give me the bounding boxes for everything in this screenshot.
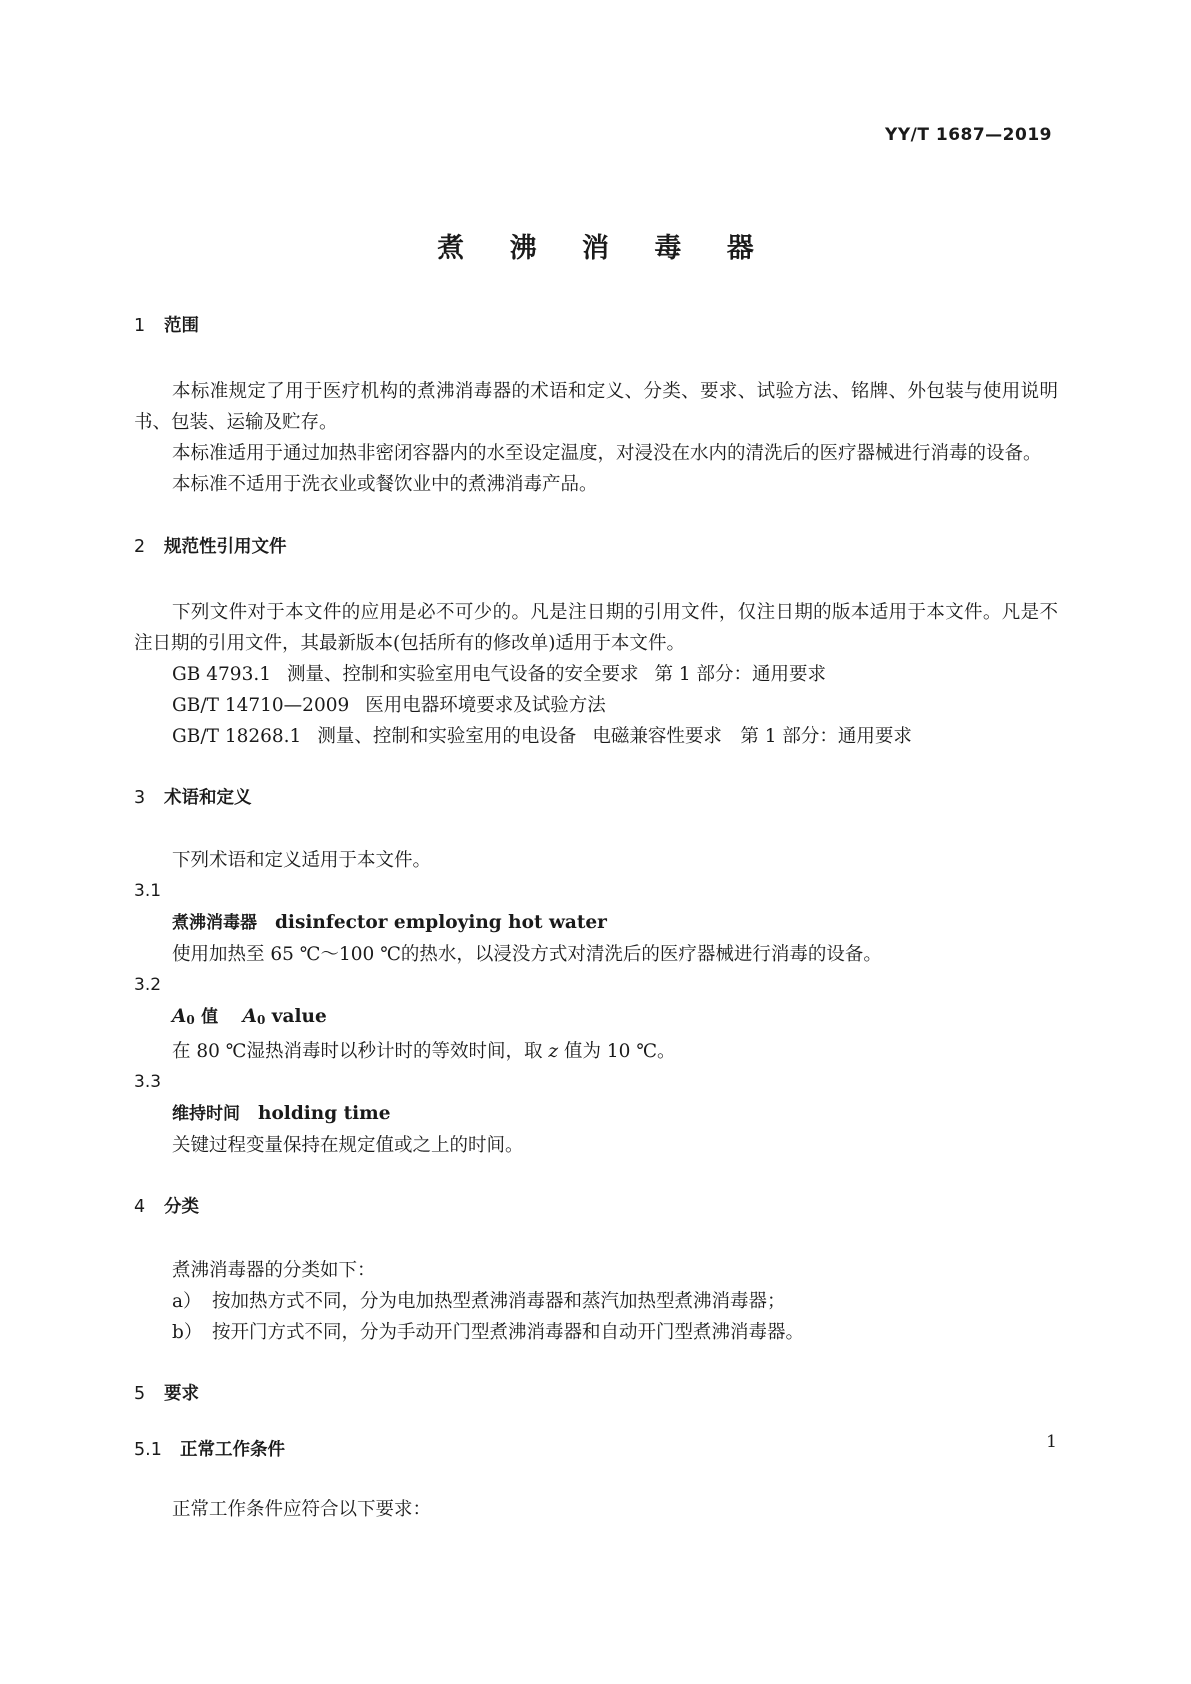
section-heading-classification [134,1193,1058,1221]
section-number: 3 [134,788,146,808]
subsection-title: 正常工作条件 [180,1440,285,1460]
document-title: 煮 沸 消 毒 器 [437,233,772,264]
section-title: 范围 [164,316,199,336]
paragraph: 下列文件对于本文件的应用是必不可少的。凡是注日期的引用文件，仅注日期的版本适用于本文件。凡是不注日期的引用文件，其最新版本(包括所有的修改单)适用于本文件。 [134,602,1058,654]
subsection-number: 5.1 [134,1440,162,1460]
term-number: 3.3 [134,1072,162,1092]
paragraph: 正常工作条件应符合以下要求： [172,1499,432,1520]
term-title [134,1001,1058,1036]
reference-item [134,659,1058,690]
term-definition [134,1036,1058,1067]
paragraph: 下列术语和定义适用于本文件。 [172,850,432,871]
term-zh: 煮沸消毒器 [172,913,257,933]
list-marker: a） [172,1291,202,1312]
term-subscript: 0 [256,1013,266,1027]
term-title [134,1098,1058,1130]
term-definition: 使用加热至 65 ℃～100 ℃的热水，以浸没方式对清洗后的医疗器械进行消毒的设备。 [172,944,882,965]
term-zh: 维持时间 [172,1104,240,1124]
reference-title: 医用电器环境要求及试验方法 [365,695,606,716]
list-text: 按开门方式不同，分为手动开门型煮沸消毒器和自动开门型煮沸消毒器。 [212,1322,805,1343]
paragraph: 本标准规定了用于医疗机构的煮沸消毒器的术语和定义、分类、要求、试验方法、铭牌、外包装与使用说明书、包装、运输及贮存。 [134,381,1058,433]
reference-item [134,721,1058,752]
term-title [134,907,1058,939]
reference-item [134,690,1058,721]
section-number: 4 [134,1197,146,1217]
term-en: holding time [258,1103,391,1124]
term-definition: 关键过程变量保持在规定值或之上的时间。 [172,1135,524,1156]
definition-text: 在 80 ℃湿热消毒时以秒计时的等效时间，取 [172,1041,549,1062]
term-en: value [271,1006,327,1027]
reference-part: 第 1 部分：通用要求 [654,664,827,685]
subsection-heading-normal-conditions [134,1436,1058,1464]
definition-text: 值为 10 ℃。 [558,1041,676,1062]
list-item [134,1286,1058,1317]
section-heading-scope [134,312,1058,340]
term-number: 3.2 [134,975,162,995]
reference-part: 电磁兼容性要求 第 1 部分：通用要求 [592,726,912,747]
section-title: 分类 [164,1197,199,1217]
reference-code: GB/T 18268.1 [172,726,302,747]
list-item [134,1317,1058,1348]
term-symbol: A [172,1006,187,1027]
section-number: 2 [134,537,146,557]
paragraph: 本标准适用于通过加热非密闭容器内的水至设定温度，对浸没在水内的清洗后的医疗器械进行消毒的设备。 [172,443,1042,464]
term-zh: 值 [201,1007,219,1027]
section-title: 要求 [164,1384,199,1404]
section-number: 5 [134,1384,146,1404]
section-heading-requirements [134,1380,1058,1408]
list-marker: b） [172,1322,203,1343]
document-body [134,312,1058,1525]
paragraph: 本标准不适用于洗衣业或餐饮业中的煮沸消毒产品。 [172,474,598,495]
page-number: 1 [1046,1432,1057,1452]
section-heading-terms [134,784,1058,812]
paragraph: 煮沸消毒器的分类如下： [172,1260,376,1281]
section-number: 1 [134,316,146,336]
section-title: 规范性引用文件 [164,537,287,557]
list-text: 按加热方式不同，分为电加热型煮沸消毒器和蒸汽加热型煮沸消毒器； [212,1291,786,1312]
term-subscript: 0 [186,1013,195,1027]
term-number: 3.1 [134,881,162,901]
reference-title: 测量、控制和实验室用的电设备 [317,726,577,747]
section-heading-normative-references [134,533,1058,561]
term-en: disinfector employing hot water [275,912,607,933]
term-symbol: A [242,1006,257,1027]
section-title: 术语和定义 [164,788,252,808]
standard-code: YY/T 1687—2019 [885,125,1052,145]
definition-symbol: z [548,1041,559,1062]
reference-code: GB/T 14710—2009 [172,695,350,716]
reference-title: 测量、控制和实验室用电气设备的安全要求 [287,664,639,685]
reference-code: GB 4793.1 [172,664,271,685]
